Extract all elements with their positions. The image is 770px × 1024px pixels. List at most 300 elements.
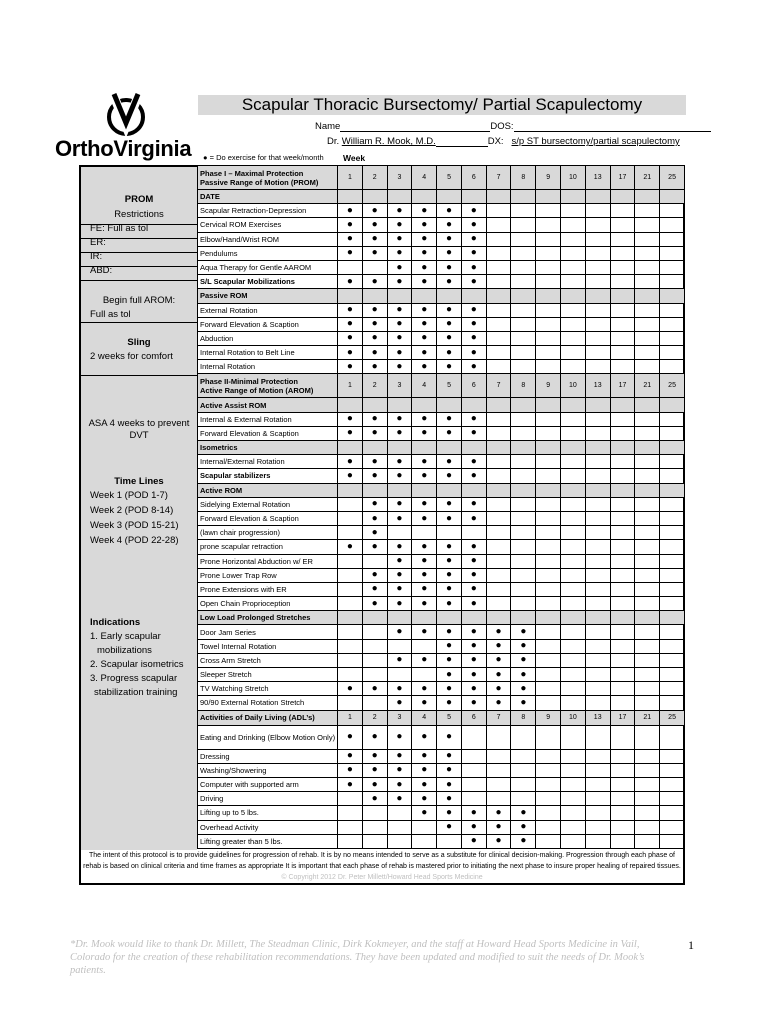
- week-empty-cell: [635, 246, 660, 260]
- week-empty-cell: [362, 625, 387, 639]
- week-dot-cell: ●: [338, 682, 363, 696]
- week-dot-cell: ●: [461, 204, 486, 218]
- section-cell: [338, 483, 363, 497]
- table-row: [198, 763, 685, 777]
- week-dot-cell: ●: [437, 469, 462, 483]
- week-empty-cell: [610, 246, 635, 260]
- table-row: [198, 469, 685, 483]
- week-empty-cell: [486, 469, 511, 483]
- table-row: [198, 246, 685, 260]
- section-cell: [461, 611, 486, 625]
- section-heading: Low Load Prolonged Stretches: [198, 611, 338, 625]
- section-cell: [511, 483, 536, 497]
- section-cell: [338, 190, 363, 204]
- section-cell: [362, 398, 387, 412]
- week-empty-cell: [511, 763, 536, 777]
- week-empty-cell: [585, 554, 610, 568]
- week-header-cell: 4: [412, 166, 437, 190]
- table-row: [198, 568, 685, 582]
- week-empty-cell: [511, 303, 536, 317]
- week-empty-cell: [635, 526, 660, 540]
- week-empty-cell: [536, 749, 561, 763]
- week-dot-cell: ●: [387, 204, 412, 218]
- week-dot-cell: ●: [362, 204, 387, 218]
- page-title: Scapular Thoracic Bursectomy/ Partial Scapulectomy: [198, 95, 686, 115]
- doctor-field: Dr. William R. Mook, M.D. DX: s/p ST bursectomy/partial scapulectomy: [327, 136, 680, 147]
- week-dot-cell: ●: [486, 682, 511, 696]
- week-empty-cell: [536, 777, 561, 791]
- week-dot-cell: ●: [412, 806, 437, 820]
- week-empty-cell: [412, 668, 437, 682]
- week-empty-cell: [486, 232, 511, 246]
- week-empty-cell: [585, 625, 610, 639]
- section-cell: [561, 483, 586, 497]
- week-empty-cell: [486, 204, 511, 218]
- section-cell: [486, 190, 511, 204]
- week-dot-cell: ●: [412, 412, 437, 426]
- week-dot-cell: ●: [461, 232, 486, 246]
- week-empty-cell: [561, 360, 586, 374]
- week-dot-cell: ●: [362, 777, 387, 791]
- week-empty-cell: [486, 568, 511, 582]
- week-empty-cell: [561, 554, 586, 568]
- week-dot-cell: ●: [362, 749, 387, 763]
- week-empty-cell: [635, 360, 660, 374]
- week-dot-cell: ●: [437, 360, 462, 374]
- week-empty-cell: [511, 246, 536, 260]
- week-dot-cell: ●: [437, 511, 462, 525]
- week-empty-cell: [610, 763, 635, 777]
- section-cell: [585, 190, 610, 204]
- week-empty-cell: [511, 346, 536, 360]
- week-empty-cell: [610, 218, 635, 232]
- exercise-label: Prone Lower Trap Row: [198, 568, 338, 582]
- week-empty-cell: [660, 511, 685, 525]
- week-empty-cell: [536, 763, 561, 777]
- week-empty-cell: [635, 777, 660, 791]
- week-empty-cell: [610, 834, 635, 848]
- section-cell: [362, 483, 387, 497]
- section-cell: [461, 398, 486, 412]
- exercise-label: Forward Elevation & Scaption: [198, 317, 338, 331]
- week-empty-cell: [536, 204, 561, 218]
- week-empty-cell: [635, 625, 660, 639]
- week-dot-cell: ●: [412, 360, 437, 374]
- week-dot-cell: ●: [362, 218, 387, 232]
- week-dot-cell: ●: [412, 763, 437, 777]
- week-dot-cell: ●: [461, 260, 486, 274]
- week-header-cell: 2: [362, 374, 387, 398]
- week-dot-cell: ●: [412, 554, 437, 568]
- section-cell: [437, 483, 462, 497]
- week-dot-cell: ●: [412, 696, 437, 710]
- week-dot-cell: ●: [387, 777, 412, 791]
- week-empty-cell: [461, 792, 486, 806]
- week-dot-cell: ●: [362, 763, 387, 777]
- week-empty-cell: [660, 653, 685, 667]
- week-empty-cell: [338, 554, 363, 568]
- week-dot-cell: ●: [338, 540, 363, 554]
- week-empty-cell: [486, 749, 511, 763]
- exercise-label: 90/90 External Rotation Stretch: [198, 696, 338, 710]
- week-header-cell: 6: [461, 710, 486, 725]
- exercise-label: Eating and Drinking (Elbow Motion Only): [198, 725, 338, 749]
- section-cell: [511, 190, 536, 204]
- week-header-cell: 9: [536, 166, 561, 190]
- week-header-cell: 6: [461, 166, 486, 190]
- week-dot-cell: ●: [437, 792, 462, 806]
- table-row: [198, 204, 685, 218]
- disclaimer: The intent of this protocol is to provide guidelines for progression of rehab. It is by no means intended to serve as a substitute for clinical decision-making. Progression through each phase of rehab is based on clinical criteria and time frames as appropriate It is important that each phase of rehab is mastered prior to initiating the next phase to insure proper healing of repaired tissues. © Copyright 2012 Dr. Peter Millett/Howard Head Sports Medicine: [83, 852, 681, 881]
- exercise-label: Forward Elevation & Scaption: [198, 511, 338, 525]
- week-empty-cell: [486, 360, 511, 374]
- table-row: [198, 455, 685, 469]
- week-dot-cell: ●: [412, 204, 437, 218]
- week-empty-cell: [486, 526, 511, 540]
- week-header-cell: 17: [610, 166, 635, 190]
- exercise-label: Abduction: [198, 331, 338, 345]
- table-row: [198, 582, 685, 596]
- week-dot-cell: ●: [437, 568, 462, 582]
- week-empty-cell: [585, 653, 610, 667]
- week-empty-cell: [561, 218, 586, 232]
- week-empty-cell: [486, 412, 511, 426]
- week-empty-cell: [536, 725, 561, 749]
- week-dot-cell: ●: [437, 749, 462, 763]
- week-empty-cell: [660, 232, 685, 246]
- week-header-cell: 2: [362, 166, 387, 190]
- week-empty-cell: [511, 412, 536, 426]
- week-dot-cell: ●: [387, 540, 412, 554]
- section-cell: [486, 483, 511, 497]
- table-row: [198, 668, 685, 682]
- week-dot-cell: ●: [387, 412, 412, 426]
- week-empty-cell: [511, 568, 536, 582]
- week-empty-cell: [461, 749, 486, 763]
- exercise-label: Sleeper Stretch: [198, 668, 338, 682]
- week-empty-cell: [338, 260, 363, 274]
- week-empty-cell: [486, 218, 511, 232]
- week-dot-cell: ●: [412, 749, 437, 763]
- week-empty-cell: [511, 331, 536, 345]
- week-dot-cell: ●: [362, 412, 387, 426]
- week-empty-cell: [660, 317, 685, 331]
- week-dot-cell: ●: [362, 346, 387, 360]
- time-line-week-3: Week 3 (POD 15-21): [90, 520, 179, 531]
- section-cell: [561, 289, 586, 303]
- week-empty-cell: [585, 834, 610, 848]
- section-cell: [362, 611, 387, 625]
- week-empty-cell: [486, 346, 511, 360]
- week-dot-cell: ●: [511, 696, 536, 710]
- week-dot-cell: ●: [437, 246, 462, 260]
- week-header-cell: 4: [412, 374, 437, 398]
- section-cell: [486, 398, 511, 412]
- week-empty-cell: [635, 668, 660, 682]
- week-empty-cell: [610, 582, 635, 596]
- week-empty-cell: [610, 426, 635, 440]
- week-dot-cell: ●: [338, 455, 363, 469]
- week-dot-cell: ●: [511, 639, 536, 653]
- section-cell: [585, 441, 610, 455]
- exercise-label: Washing/Showering: [198, 763, 338, 777]
- section-cell: [536, 441, 561, 455]
- section-cell: [585, 483, 610, 497]
- phase-heading: [198, 166, 338, 190]
- week-empty-cell: [561, 204, 586, 218]
- week-dot-cell: ●: [461, 469, 486, 483]
- week-dot-cell: ●: [387, 554, 412, 568]
- section-cell: [437, 289, 462, 303]
- name-field[interactable]: Name DOS:: [315, 121, 711, 132]
- section-cell: [387, 611, 412, 625]
- week-empty-cell: [511, 232, 536, 246]
- week-empty-cell: [387, 806, 412, 820]
- week-empty-cell: [585, 317, 610, 331]
- week-dot-cell: ●: [387, 331, 412, 345]
- week-dot-cell: ●: [338, 204, 363, 218]
- week-dot-cell: ●: [437, 597, 462, 611]
- week-empty-cell: [511, 469, 536, 483]
- week-empty-cell: [536, 834, 561, 848]
- week-dot-cell: ●: [486, 820, 511, 834]
- week-empty-cell: [338, 511, 363, 525]
- fe-label: FE: Full as tol: [90, 223, 149, 234]
- week-empty-cell: [511, 218, 536, 232]
- week-dot-cell: ●: [387, 275, 412, 289]
- week-dot-cell: ●: [387, 303, 412, 317]
- week-empty-cell: [486, 426, 511, 440]
- indication-3b: stabilization training: [94, 687, 178, 698]
- week-dot-cell: ●: [387, 426, 412, 440]
- week-empty-cell: [585, 232, 610, 246]
- week-empty-cell: [610, 568, 635, 582]
- week-dot-cell: ●: [486, 696, 511, 710]
- week-dot-cell: ●: [412, 682, 437, 696]
- week-empty-cell: [412, 834, 437, 848]
- phase-heading: [198, 374, 338, 398]
- exercise-label: Lifting greater than 5 lbs.: [198, 834, 338, 848]
- week-empty-cell: [635, 763, 660, 777]
- week-empty-cell: [660, 426, 685, 440]
- week-header-cell: 7: [486, 166, 511, 190]
- week-empty-cell: [635, 232, 660, 246]
- week-empty-cell: [635, 455, 660, 469]
- exercise-label: Aqua Therapy for Gentle AAROM: [198, 260, 338, 274]
- week-empty-cell: [561, 725, 586, 749]
- week-header-cell: 3: [387, 710, 412, 725]
- week-dot-cell: ●: [362, 526, 387, 540]
- week-empty-cell: [660, 820, 685, 834]
- week-dot-cell: ●: [412, 232, 437, 246]
- table-row: [198, 554, 685, 568]
- week-empty-cell: [660, 554, 685, 568]
- week-empty-cell: [610, 668, 635, 682]
- week-empty-cell: [660, 303, 685, 317]
- week-dot-cell: ●: [387, 696, 412, 710]
- week-empty-cell: [660, 412, 685, 426]
- week-header-cell: 10: [561, 374, 586, 398]
- exercise-label: Elbow/Hand/Wrist ROM: [198, 232, 338, 246]
- exercise-label: Scapular Retraction-Depression: [198, 204, 338, 218]
- week-empty-cell: [536, 792, 561, 806]
- week-empty-cell: [511, 777, 536, 791]
- section-cell: [635, 190, 660, 204]
- week-empty-cell: [585, 331, 610, 345]
- week-empty-cell: [362, 696, 387, 710]
- orthovirginia-logo: [55, 90, 200, 165]
- week-empty-cell: [561, 455, 586, 469]
- week-empty-cell: [561, 582, 586, 596]
- week-dot-cell: ●: [437, 218, 462, 232]
- section-cell: [610, 611, 635, 625]
- week-empty-cell: [585, 582, 610, 596]
- week-dot-cell: ●: [511, 625, 536, 639]
- week-empty-cell: [561, 331, 586, 345]
- week-dot-cell: ●: [387, 749, 412, 763]
- week-empty-cell: [660, 568, 685, 582]
- section-cell: [387, 398, 412, 412]
- section-cell: [362, 441, 387, 455]
- week-empty-cell: [561, 668, 586, 682]
- week-empty-cell: [660, 749, 685, 763]
- week-empty-cell: [486, 246, 511, 260]
- section-cell: [511, 441, 536, 455]
- week-empty-cell: [536, 331, 561, 345]
- week-dot-cell: ●: [412, 218, 437, 232]
- section-cell: [412, 483, 437, 497]
- week-header-cell: 5: [437, 374, 462, 398]
- week-dot-cell: ●: [362, 497, 387, 511]
- week-dot-cell: ●: [461, 317, 486, 331]
- week-header-cell: 1: [338, 166, 363, 190]
- week-dot-cell: ●: [437, 260, 462, 274]
- week-dot-cell: ●: [338, 331, 363, 345]
- week-dot-cell: ●: [486, 639, 511, 653]
- week-empty-cell: [561, 469, 586, 483]
- exercise-label: Pendulums: [198, 246, 338, 260]
- week-dot-cell: ●: [461, 653, 486, 667]
- week-dot-cell: ●: [387, 763, 412, 777]
- week-empty-cell: [561, 497, 586, 511]
- week-empty-cell: [486, 317, 511, 331]
- week-dot-cell: ●: [338, 275, 363, 289]
- section-cell: [536, 289, 561, 303]
- week-empty-cell: [536, 668, 561, 682]
- week-empty-cell: [610, 820, 635, 834]
- week-empty-cell: [486, 777, 511, 791]
- section-cell: [561, 441, 586, 455]
- week-dot-cell: ●: [461, 696, 486, 710]
- section-heading: Isometrics: [198, 441, 338, 455]
- table-row: [198, 412, 685, 426]
- table-row: [198, 360, 685, 374]
- week-empty-cell: [635, 834, 660, 848]
- week-empty-cell: [486, 331, 511, 345]
- section-cell: [437, 398, 462, 412]
- week-header-cell: 1: [338, 710, 363, 725]
- week-empty-cell: [486, 540, 511, 554]
- week-dot-cell: ●: [461, 639, 486, 653]
- section-cell: [660, 398, 685, 412]
- week-header-cell: 21: [635, 166, 660, 190]
- week-empty-cell: [338, 497, 363, 511]
- week-empty-cell: [635, 275, 660, 289]
- week-dot-cell: ●: [511, 834, 536, 848]
- table-row: [198, 289, 685, 303]
- week-dot-cell: ●: [362, 303, 387, 317]
- week-empty-cell: [511, 455, 536, 469]
- phase-heading: Activities of Daily Living (ADL’s): [198, 710, 338, 725]
- week-empty-cell: [561, 696, 586, 710]
- week-empty-cell: [561, 317, 586, 331]
- section-cell: [387, 483, 412, 497]
- table-row: [198, 374, 685, 398]
- week-empty-cell: [660, 597, 685, 611]
- week-empty-cell: [362, 260, 387, 274]
- week-empty-cell: [585, 469, 610, 483]
- week-header-cell: 6: [461, 374, 486, 398]
- time-lines-label: Time Lines: [114, 476, 164, 487]
- week-dot-cell: ●: [338, 346, 363, 360]
- protocol-table: [197, 165, 685, 849]
- table-row: [198, 639, 685, 653]
- week-empty-cell: [486, 260, 511, 274]
- week-empty-cell: [585, 511, 610, 525]
- week-header-cell: 10: [561, 710, 586, 725]
- section-cell: [387, 441, 412, 455]
- exercise-label: prone scapular retraction: [198, 540, 338, 554]
- table-row: [198, 653, 685, 667]
- week-dot-cell: ●: [412, 582, 437, 596]
- section-cell: [412, 398, 437, 412]
- week-dot-cell: ●: [387, 725, 412, 749]
- week-empty-cell: [610, 232, 635, 246]
- week-dot-cell: ●: [387, 792, 412, 806]
- week-empty-cell: [387, 639, 412, 653]
- week-empty-cell: [536, 317, 561, 331]
- week-dot-cell: ●: [486, 806, 511, 820]
- week-header-cell: 13: [585, 166, 610, 190]
- week-empty-cell: [338, 668, 363, 682]
- footnote: *Dr. Mook would like to thank Dr. Millett, The Steadman Clinic, Dirk Kokmeyer, and the staff at Howard Head Sports Medicine in Vail, Colorado for the creation of these rehabilitation recommendations. They have been updated and modified to suit the needs of Dr. Mook’s patients.: [70, 939, 645, 976]
- legend: ● = Do exercise for that week/month: [203, 153, 324, 162]
- week-empty-cell: [461, 777, 486, 791]
- week-dot-cell: ●: [486, 668, 511, 682]
- week-empty-cell: [635, 749, 660, 763]
- week-empty-cell: [511, 792, 536, 806]
- exercise-label: Open Chain Proprioception: [198, 597, 338, 611]
- section-heading: Active ROM: [198, 483, 338, 497]
- exercise-label: Computer with supported arm: [198, 777, 338, 791]
- exercise-label: Towel Internal Rotation: [198, 639, 338, 653]
- section-cell: [635, 441, 660, 455]
- table-row: [198, 346, 685, 360]
- week-dot-cell: ●: [437, 820, 462, 834]
- indication-1: 1. Early scapular: [90, 631, 161, 642]
- week-empty-cell: [635, 412, 660, 426]
- week-empty-cell: [387, 668, 412, 682]
- table-row: [198, 696, 685, 710]
- week-dot-cell: ●: [461, 455, 486, 469]
- week-empty-cell: [536, 426, 561, 440]
- week-empty-cell: [536, 497, 561, 511]
- week-dot-cell: ●: [412, 497, 437, 511]
- week-empty-cell: [511, 540, 536, 554]
- week-dot-cell: ●: [338, 218, 363, 232]
- exercise-label: Lifting up to 5 lbs.: [198, 806, 338, 820]
- week-empty-cell: [536, 346, 561, 360]
